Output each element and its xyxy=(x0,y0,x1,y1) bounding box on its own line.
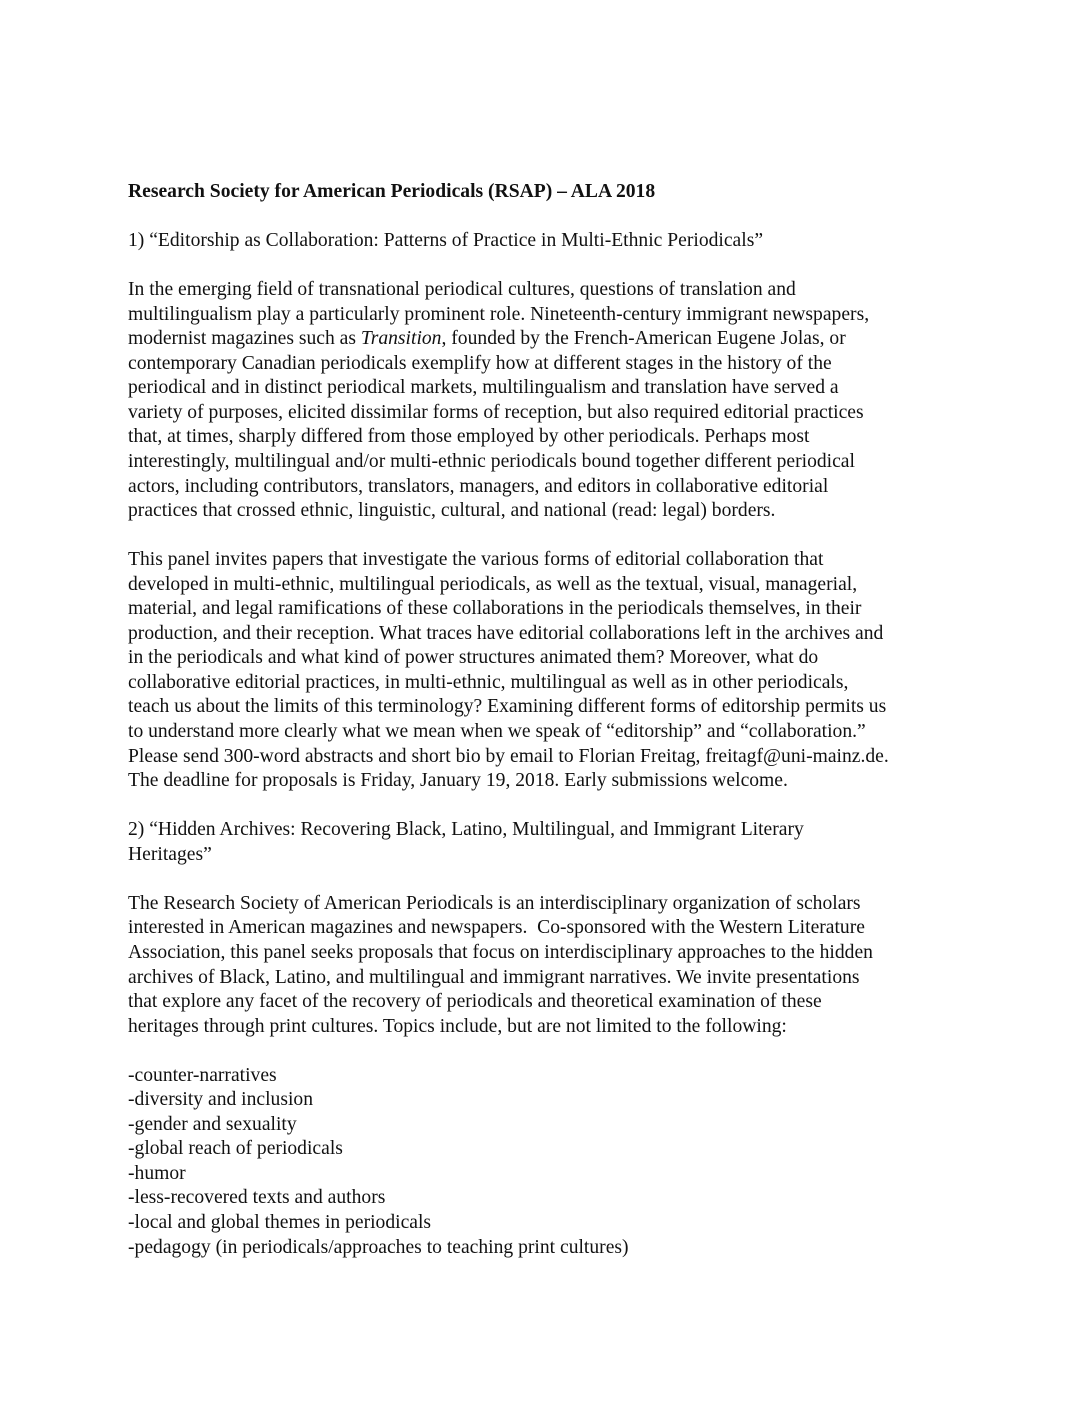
panel2-heading xyxy=(128,818,968,867)
text-line: This panel invites papers that investigate the various forms of editorial collaboration that xyxy=(128,549,824,571)
panel1-heading: 1) “Editorship as Collaboration: Patterns of Practice in Multi-Ethnic Periodicals” xyxy=(128,230,764,252)
text-line: interested in American magazines and newspapers. Co-sponsored with the Western Literature xyxy=(128,917,865,939)
spacer xyxy=(128,1039,968,1064)
text-line: teach us about the limits of this terminology? Examining different forms of editorship permits us xyxy=(128,696,887,718)
topic-item: -global reach of periodicals xyxy=(128,1138,343,1160)
spacer xyxy=(128,205,968,230)
text-fragment: modernist magazines such as xyxy=(128,328,361,350)
topic-item: -humor xyxy=(128,1162,186,1184)
text-line: In the emerging field of transnational periodical cultures, questions of translation and xyxy=(128,279,796,301)
text-line: archives of Black, Latino, and multilingual and immigrant narratives. We invite presentations xyxy=(128,966,860,988)
text-line: The deadline for proposals is Friday, January 19, 2018. Early submissions welcome. xyxy=(128,770,788,792)
text-line: heritages through print cultures. Topics include, but are not limited to the following: xyxy=(128,1015,787,1037)
text-fragment: , founded by the French-American Eugene Jolas, or xyxy=(441,328,846,350)
text-line: interestingly, multilingual and/or multi-ethnic periodicals bound together different periodical xyxy=(128,451,855,473)
text-line: actors, including contributors, translators, managers, and editors in collaborative editorial xyxy=(128,475,829,497)
spacer xyxy=(128,524,968,549)
spacer xyxy=(128,254,968,279)
text-line: multilingualism play a particularly prominent role. Nineteenth-century immigrant newspapers, xyxy=(128,303,870,325)
topic-item: -less-recovered texts and authors xyxy=(128,1187,386,1209)
text-line: Heritages” xyxy=(128,843,212,865)
document-page xyxy=(128,180,968,1260)
document-title: Research Society for American Periodicals (RSAP) – ALA 2018 xyxy=(128,181,656,202)
text-line: variety of purposes, elicited dissimilar forms of reception, but also required editorial practices xyxy=(128,401,864,423)
text-line: that explore any facet of the recovery of periodicals and theoretical examination of these xyxy=(128,991,822,1013)
spacer xyxy=(128,794,968,819)
text-line: 2) “Hidden Archives: Recovering Black, Latino, Multilingual, and Immigrant Literary xyxy=(128,819,804,841)
text-line: material, and legal ramifications of these collaborations in the periodicals themselves, in their xyxy=(128,598,862,620)
text-line: Association, this panel seeks proposals that focus on interdisciplinary approaches to the hidden xyxy=(128,941,873,963)
text-line: practices that crossed ethnic, linguistic, cultural, and national (read: legal) borders. xyxy=(128,500,776,522)
spacer xyxy=(128,867,968,892)
text-line: The Research Society of American Periodicals is an interdisciplinary organization of scholars xyxy=(128,892,861,914)
topic-item: -diversity and inclusion xyxy=(128,1089,314,1111)
panel1-paragraph-1 xyxy=(128,278,968,523)
topic-item: -local and global themes in periodicals xyxy=(128,1211,432,1233)
topic-item: -counter-narratives xyxy=(128,1064,277,1086)
text-line: Please send 300-word abstracts and short bio by email to Florian Freitag, freitagf@uni-mainz.de. xyxy=(128,745,889,767)
text-line: that, at times, sharply differed from those employed by other periodicals. Perhaps most xyxy=(128,426,810,448)
text-line: production, and their reception. What traces have editorial collaborations left in the archives and xyxy=(128,622,884,644)
periodical-title-transition: Transition xyxy=(360,328,442,350)
text-line: developed in multi-ethnic, multilingual periodicals, as well as the textual, visual, managerial, xyxy=(128,573,858,595)
text-line: to understand more clearly what we mean when we speak of “editorship” and “collaboration.” xyxy=(128,721,866,743)
text-line: periodical and in distinct periodical markets, multilingualism and translation have served a xyxy=(128,377,839,399)
text-line xyxy=(128,327,968,352)
panel2-paragraph-1 xyxy=(128,892,968,1039)
panel1-paragraph-2 xyxy=(128,548,968,793)
text-line: contemporary Canadian periodicals exemplify how at different stages in the history of the xyxy=(128,352,832,374)
topics-list xyxy=(128,1064,968,1260)
text-line: collaborative editorial practices, in multi-ethnic, multilingual as well as in other periodicals, xyxy=(128,671,849,693)
text-line: in the periodicals and what kind of power structures animated them? Moreover, what do xyxy=(128,647,819,669)
topic-item: -pedagogy (in periodicals/approaches to teaching print cultures) xyxy=(128,1236,629,1258)
topic-item: -gender and sexuality xyxy=(128,1113,297,1135)
